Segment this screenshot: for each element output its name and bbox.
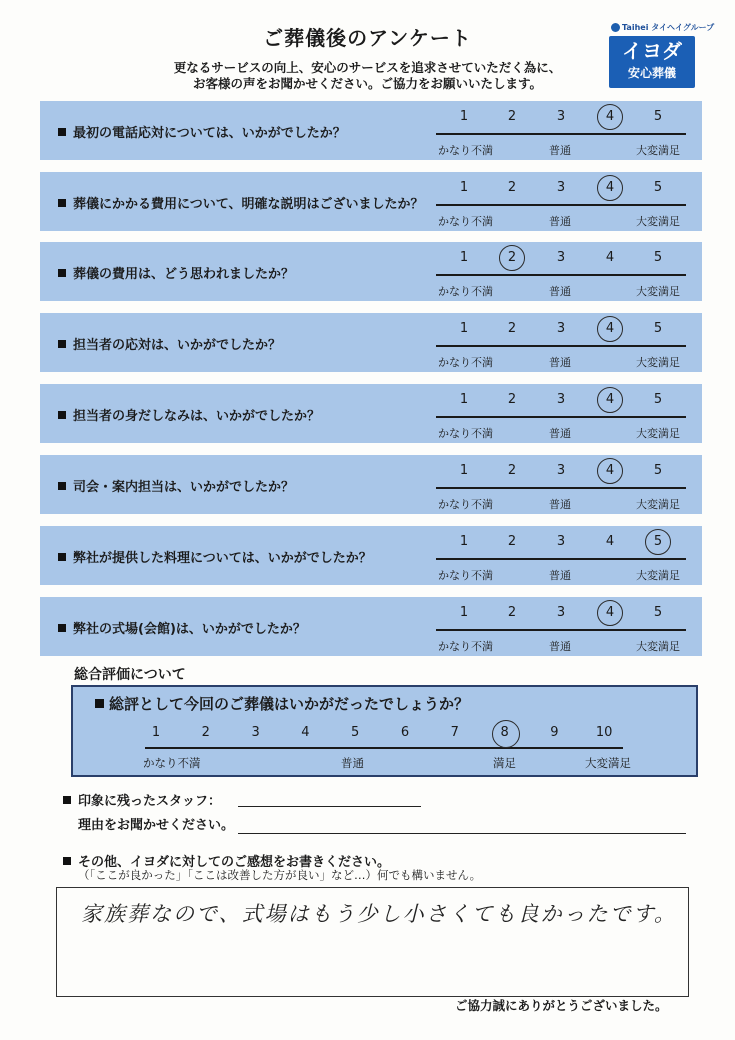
staff-label-text: 印象に残ったスタッフ：: [78, 794, 222, 809]
rating-option-3[interactable]: 3: [556, 250, 566, 265]
summary-question: [95, 693, 469, 714]
rating-option-4[interactable]: 4: [605, 109, 615, 124]
rating-option-2[interactable]: 2: [507, 109, 517, 124]
question-label: [58, 263, 294, 282]
selected-rating-circle: [597, 387, 623, 413]
bullet-square-icon: [58, 624, 66, 632]
rating-option-3[interactable]: 3: [556, 605, 566, 620]
rating-option-5[interactable]: 5: [653, 109, 663, 124]
brand-logo: [609, 36, 695, 88]
rating-option-3[interactable]: 3: [556, 109, 566, 124]
rating-option-3[interactable]: 3: [556, 180, 566, 195]
scale-line: [436, 204, 686, 206]
summary-option-3[interactable]: 3: [251, 725, 260, 740]
rating-option-2[interactable]: 2: [507, 321, 517, 336]
question-text: 司会・案内担当は、いかがでしたか？: [73, 480, 295, 495]
summary-option-9[interactable]: 9: [550, 725, 559, 740]
question-label: [58, 618, 306, 637]
question-text: 担当者の応対は、いかがでしたか？: [73, 338, 282, 353]
scale-label-mid: 普通: [549, 285, 571, 298]
scale-label-high: 大変満足: [636, 498, 680, 511]
summary-option-1[interactable]: 1: [151, 725, 161, 740]
intro-line-2: お客様の声をお聞かせください。ご協力をお願いいたします。: [192, 76, 542, 91]
scale-label-low: かなり不満: [438, 215, 493, 228]
rating-option-4[interactable]: 4: [605, 463, 615, 478]
rating-option-2[interactable]: 2: [507, 250, 517, 265]
question-text: 葬儀の費用は、どう思われましたか？: [73, 267, 295, 282]
question-text: 葬儀にかかる費用について、明確な説明はございましたか？: [73, 197, 424, 212]
scale-label-high: 大変満足: [636, 285, 680, 298]
rating-option-2[interactable]: 2: [507, 605, 517, 620]
question-text: 最初の電話応対については、いかがでしたか？: [73, 126, 346, 141]
group-name: Taihei タイヘイグループ: [622, 23, 715, 32]
selected-rating-circle: [597, 458, 623, 484]
rating-option-4[interactable]: 4: [605, 250, 615, 265]
scale-line: [436, 629, 686, 631]
scale-label-low: かなり不満: [438, 569, 493, 582]
scale-label-mid: 普通: [549, 569, 571, 582]
question-row: [40, 526, 702, 585]
question-text: 担当者の身だしなみは、いかがでしたか？: [73, 409, 321, 424]
question-label: [58, 405, 320, 424]
question-row: [40, 242, 702, 301]
bullet-square-icon: [58, 128, 66, 136]
rating-option-2[interactable]: 2: [507, 392, 517, 407]
rating-option-4[interactable]: 4: [605, 392, 615, 407]
scale-label-mid: 普通: [549, 498, 571, 511]
summary-box: [71, 685, 698, 777]
rating-option-4[interactable]: 4: [605, 605, 615, 620]
selected-rating-circle: [597, 316, 623, 342]
rating-option-4[interactable]: 4: [605, 321, 615, 336]
rating-option-5[interactable]: 5: [653, 463, 663, 478]
question-label: [58, 476, 294, 495]
summary-label-high: 大変満足: [585, 756, 631, 770]
bullet-square-icon: [58, 411, 66, 419]
summary-option-5[interactable]: 5: [351, 725, 360, 740]
question-row: [40, 597, 702, 656]
rating-option-3[interactable]: 3: [556, 463, 566, 478]
summary-option-4[interactable]: 4: [301, 725, 310, 740]
scale-line: [436, 416, 686, 418]
page-title: ご葬儀後のアンケート: [263, 26, 472, 50]
rating-option-1[interactable]: 1: [459, 321, 469, 336]
bullet-square-icon: [58, 199, 66, 207]
summary-option-8[interactable]: 8: [500, 725, 509, 740]
bullet-square-icon: [95, 699, 104, 708]
rating-option-3[interactable]: 3: [556, 534, 566, 549]
rating-option-2[interactable]: 2: [507, 534, 517, 549]
question-label: [58, 193, 423, 212]
question-label: [58, 334, 281, 353]
scale-label-mid: 普通: [549, 356, 571, 369]
rating-option-4[interactable]: 4: [605, 534, 615, 549]
summary-question-text: 総評として今回のご葬儀はいかがだったでしょうか？: [109, 695, 470, 713]
selected-summary-circle: [492, 720, 520, 748]
scale-label-mid: 普通: [549, 427, 571, 440]
summary-label-good: 満足: [493, 756, 516, 770]
comment-field[interactable]: [56, 887, 689, 997]
question-row: [40, 101, 702, 160]
selected-rating-circle: [597, 175, 623, 201]
rating-option-1[interactable]: 1: [459, 463, 469, 478]
question-row: [40, 313, 702, 372]
summary-scale-line: [145, 747, 623, 749]
reason-field[interactable]: [238, 833, 686, 834]
rating-option-2[interactable]: 2: [507, 180, 517, 195]
rating-option-5[interactable]: 5: [653, 180, 663, 195]
rating-option-1[interactable]: 1: [459, 109, 469, 124]
bullet-square-icon: [63, 857, 71, 865]
rating-option-5[interactable]: 5: [653, 605, 663, 620]
scale-label-mid: 普通: [549, 215, 571, 228]
rating-option-5[interactable]: 5: [653, 321, 663, 336]
brand-name: イヨダ: [622, 39, 682, 63]
handwritten-comment: 家族葬なので、式場はもう少し小さくても良かったです。: [81, 902, 677, 926]
selected-rating-circle: [499, 245, 525, 271]
scale-label-high: 大変満足: [636, 356, 680, 369]
rating-option-1[interactable]: 1: [459, 250, 469, 265]
summary-option-2[interactable]: 2: [201, 725, 210, 740]
scale-label-mid: 普通: [549, 640, 571, 653]
summary-label-mid: 普通: [341, 756, 364, 770]
scale-line: [436, 133, 686, 135]
rating-option-5[interactable]: 5: [653, 534, 663, 549]
bullet-square-icon: [58, 340, 66, 348]
question-row: [40, 455, 702, 514]
scale-label-low: かなり不満: [438, 144, 493, 157]
rating-option-4[interactable]: 4: [605, 180, 615, 195]
question-label: [58, 122, 346, 141]
summary-heading: 総合評価について: [74, 667, 186, 683]
scale-label-high: 大変満足: [636, 427, 680, 440]
scale-label-low: かなり不満: [438, 427, 493, 440]
question-row: [40, 172, 702, 231]
summary-option-10[interactable]: 10: [595, 725, 613, 740]
rating-option-1[interactable]: 1: [459, 392, 469, 407]
summary-label-low: かなり不満: [143, 756, 201, 770]
question-label: [58, 547, 372, 566]
taihei-logo-icon: [611, 23, 620, 32]
summary-option-7[interactable]: 7: [450, 725, 459, 740]
scale-label-high: 大変満足: [636, 640, 680, 653]
selected-rating-circle: [645, 529, 671, 555]
bullet-square-icon: [58, 269, 66, 277]
bullet-square-icon: [63, 796, 71, 804]
staff-label: [63, 790, 221, 809]
scale-label-high: 大変満足: [636, 144, 680, 157]
staff-field[interactable]: [238, 806, 421, 807]
scale-line: [436, 558, 686, 560]
question-row: [40, 384, 702, 443]
summary-option-6[interactable]: 6: [400, 725, 410, 740]
group-logo: [611, 22, 714, 33]
reason-label: 理由をお聞かせください。: [78, 818, 235, 833]
rating-option-3[interactable]: 3: [556, 321, 566, 336]
scale-label-low: かなり不満: [438, 356, 493, 369]
rating-option-5[interactable]: 5: [653, 392, 663, 407]
thanks-text: ご協力誠にありがとうございました。: [455, 998, 668, 1013]
question-text: 弊社が提供した料理については、いかがでしたか？: [73, 551, 372, 566]
scale-line: [436, 487, 686, 489]
intro-line-1: 更なるサービスの向上、安心のサービスを追求させていただく為に、: [173, 60, 562, 75]
scale-label-low: かなり不満: [438, 640, 493, 653]
rating-option-5[interactable]: 5: [653, 250, 663, 265]
selected-rating-circle: [597, 104, 623, 130]
rating-option-1[interactable]: 1: [459, 534, 469, 549]
rating-option-2[interactable]: 2: [507, 463, 517, 478]
rating-option-1[interactable]: 1: [459, 605, 469, 620]
question-text: 弊社の式場(会館)は、いかがでしたか？: [73, 622, 306, 637]
bullet-square-icon: [58, 553, 66, 561]
scale-label-low: かなり不満: [438, 498, 493, 511]
scale-label-high: 大変満足: [636, 215, 680, 228]
other-note: （「ここが良かった」「ここは改善した方が良い」など…）何でも構いません。: [78, 868, 482, 882]
scale-label-low: かなり不満: [438, 285, 493, 298]
bullet-square-icon: [58, 482, 66, 490]
scale-label-mid: 普通: [549, 144, 571, 157]
scale-line: [436, 274, 686, 276]
scale-line: [436, 345, 686, 347]
selected-rating-circle: [597, 600, 623, 626]
rating-option-1[interactable]: 1: [459, 180, 469, 195]
brand-subtitle: 安心葬儀: [627, 66, 676, 80]
other-label-text: その他、イヨダに対してのご感想をお書きください。: [78, 855, 391, 870]
scale-label-high: 大変満足: [636, 569, 680, 582]
rating-option-3[interactable]: 3: [556, 392, 566, 407]
